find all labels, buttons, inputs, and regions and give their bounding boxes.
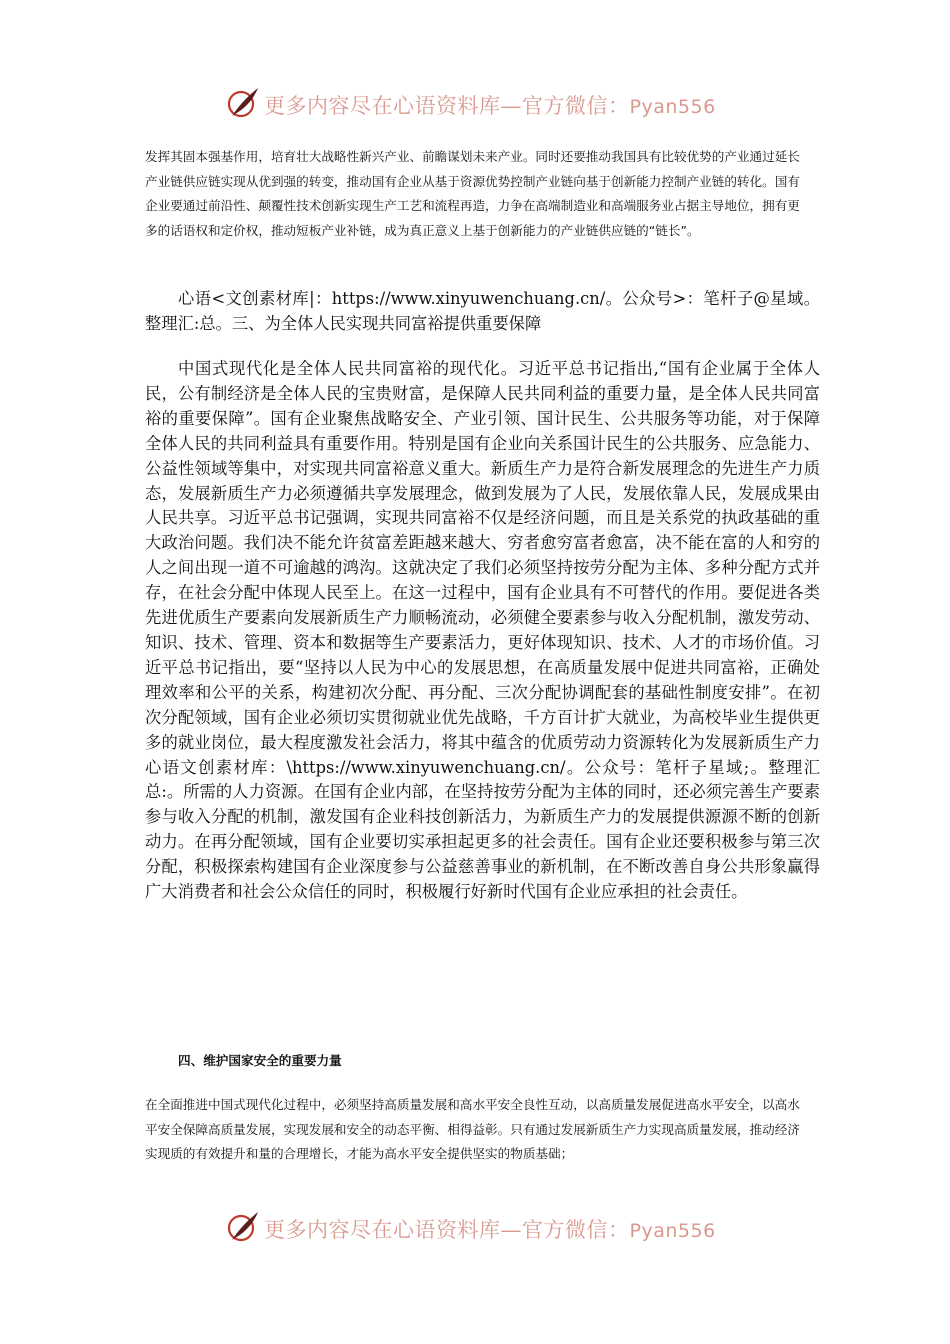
quill-logo-icon	[226, 1210, 260, 1244]
banner-handle: Pyan556	[629, 1220, 716, 1242]
banner-handle: Pyan556	[629, 96, 716, 118]
paragraph-industry-chain: 发挥其固本强基作用，培育壮大战略性新兴产业、前瞻谋划未来产业。同时还要推动我国具有比较优势的产业通过延长产业链供应链实现从优到强的转变，推动国有企业从基于资源优势控制产业链向基于创新能力控制产业链的转化。国有企业要通过前沿性、颠覆性技术创新实现生产工艺和流程再造，力争在高端制造业和高端服务业占据主导地位，拥有更多的话语权和定价权，推动短板产业补链，成为真正意义上基于创新能力的产业链供应链的“链长”。	[145, 149, 800, 238]
section-heading-national-security: 四、维护国家安全的重要力量	[178, 1053, 342, 1068]
quill-logo-icon	[226, 86, 260, 120]
paragraph-source-note: 心语<文创素材库|：https://www.xinyuwenchuang.cn/。公众号>：笔杆子@星域。整理汇:总。三、为全体人民实现共同富裕提供重要保障	[145, 289, 820, 333]
banner-text: 更多内容尽在心语资料库—官方微信：Pyan556	[264, 1218, 716, 1242]
paragraph-common-prosperity: 中国式现代化是全体人民共同富裕的现代化。习近平总书记指出,“国有企业属于全体人民，公有制经济是全体人民的宝贵财富，是保障人民共同利益的重要力量，是全体人民共同富裕的重要保障”。国有企业聚焦战略安全、产业引领、国计民生、公共服务等功能，对于保障全体人民的共同利益具有重要作用。特别是国有企业向关系国计民生的公共服务、应急能力、公益性领域等集中，对实现共同富裕意义重大。新质生产力是符合新发展理念的先进生产力质态，发展新质生产力必须遵循共享发展理念，做到发展为了人民，发展依靠人民，发展成果由人民共享。习近平总书记强调，实现共同富裕不仅是经济问题，而且是关系党的执政基础的重大政治问题。我们决不能允许贫富差距越来越大、穷者愈穷富者愈富，决不能在富的人和穷的人之间出现一道不可逾越的鸿沟。这就决定了我们必须坚持按劳分配为主体、多种分配方式并存，在社会分配中体现人民至上。在这一过程中，国有企业具有不可替代的作用。要促进各类先进优质生产要素向发展新质生产力顺畅流动，必须健全要素参与收入分配机制，激发劳动、知识、技术、管理、资本和数据等生产要素活力，更好体现知识、技术、人才的市场价值。习近平总书记指出，要“坚持以人民为中心的发展思想，在高质量发展中促进共同富裕，正确处理效率和公平的关系，构建初次分配、再分配、三次分配协调配套的基础性制度安排”。在初次分配领域，国有企业必须切实贯彻就业优先战略，千方百计扩大就业，为高校毕业生提供更多的就业岗位，最大程度激发社会活力，将其中蕴含的优质劳动力资源转化为发展新质生产力心语文创素材库：\https://www.xinyuwenchuang.cn/。公众号：笔杆子星域;。整理汇总:。所需的人力资源。在国有企业内部，在坚持按劳分配为主体的同时，还必须完善生产要素参与收入分配的机制，激发国有企业科技创新活力，为新质生产力的发展提供源源不断的创新动力。在再分配领域，国有企业要切实承担起更多的社会责任。国有企业还要积极参与第三次分配，积极探索构建国有企业深度参与公益慈善事业的新机制，在不断改善自身公共形象赢得广大消费者和社会公众信任的同时，积极履行好新时代国有企业应承担的社会责任。	[145, 359, 820, 902]
banner-text: 更多内容尽在心语资料库—官方微信：Pyan556	[264, 94, 716, 118]
header-banner	[0, 84, 950, 124]
paragraph-security: 在全面推进中国式现代化过程中，必须坚持高质量发展和高水平安全良性互动，以高质量发展促进高水平安全，以高水平安全保障高质量发展，实现发展和安全的动态平衡、相得益彰。只有通过发展新质生产力实现高质量发展，推动经济实现质的有效提升和量的合理增长，才能为高水平安全提供坚实的物质基础；	[145, 1097, 800, 1161]
footer-banner	[0, 1208, 950, 1248]
